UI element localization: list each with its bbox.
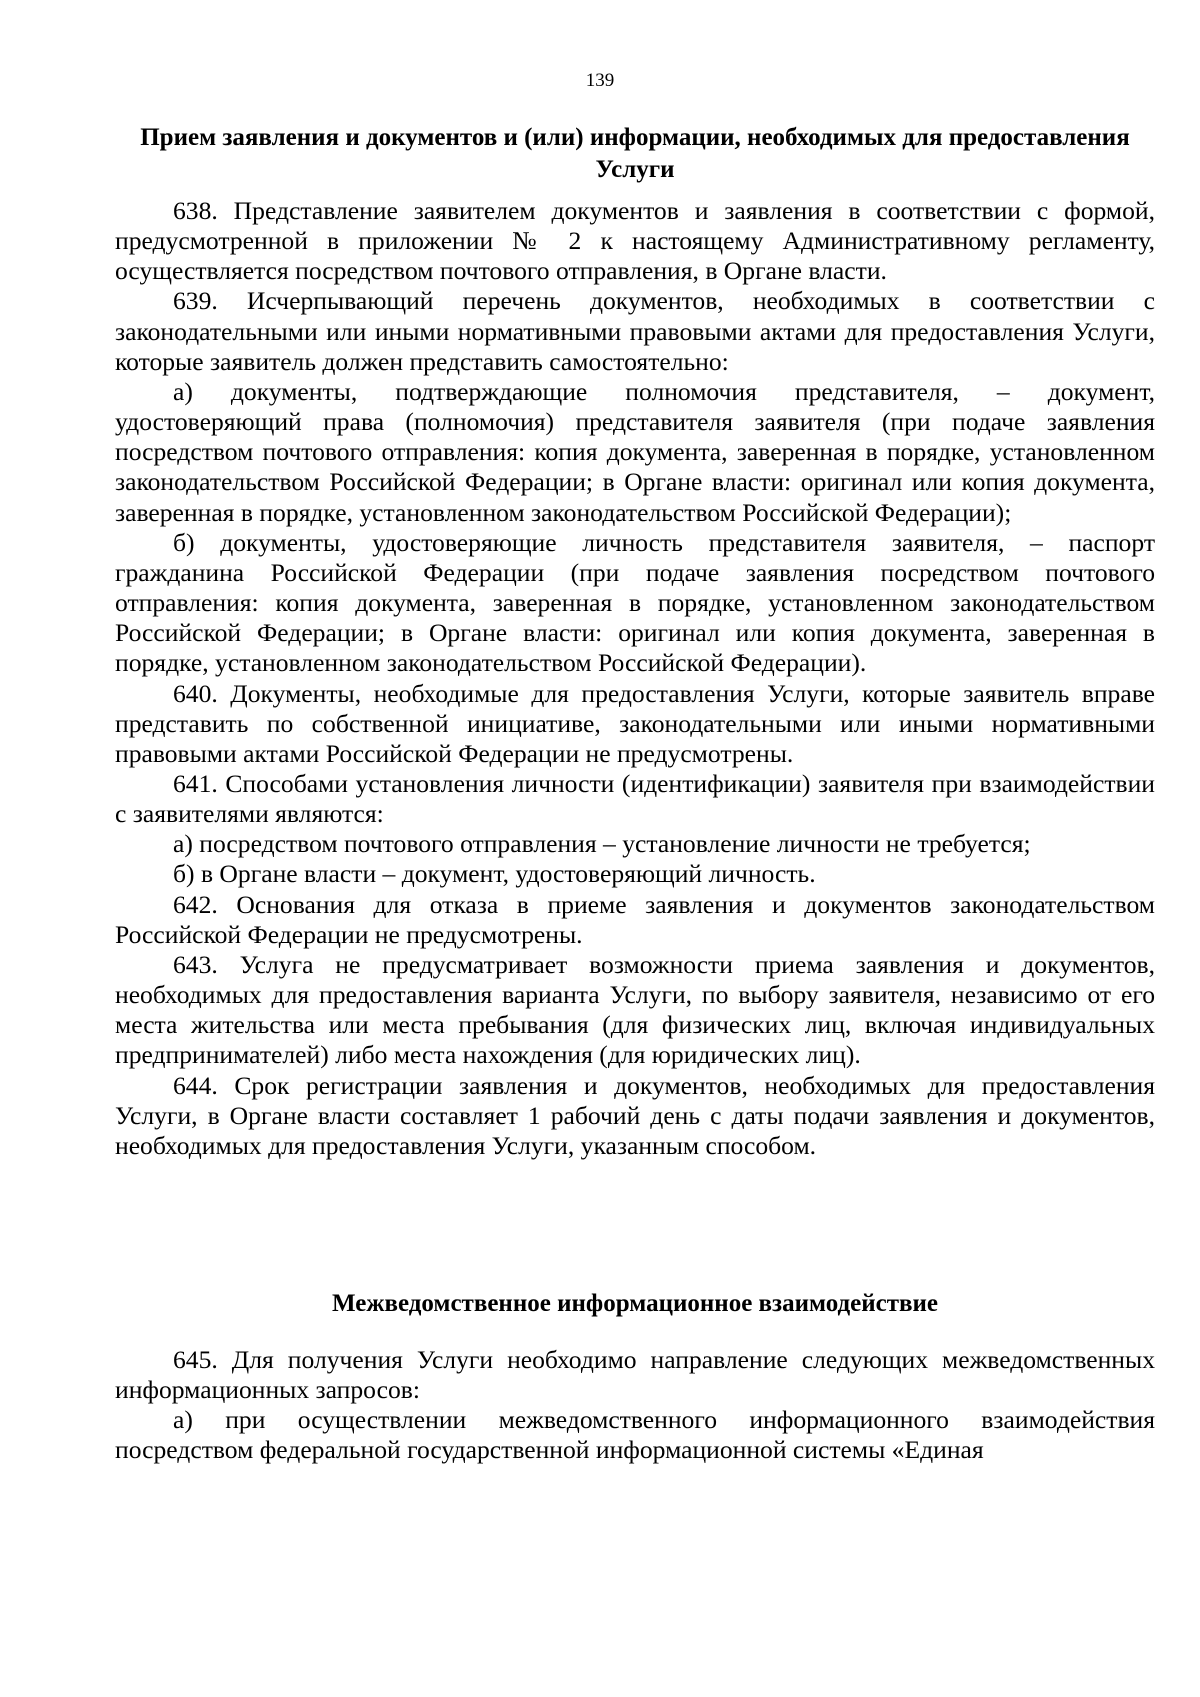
paragraph-639: 639. Исчерпывающий перечень документов, необходимых в соответствии с законодательными или иными нормативными правовыми актами для предоставления Услуги, которые заявитель должен представить самостоятельно: — [115, 286, 1155, 376]
paragraph-645: 645. Для получения Услуги необходимо направление следующих межведомственных информационных запросов: — [115, 1345, 1155, 1405]
section-heading-interagency: Межведомственное информационное взаимодействие — [332, 1290, 938, 1317]
paragraph-639-b: б) документы, удостоверяющие личность представителя заявителя, – паспорт гражданина Российской Федерации (при подаче заявления посредством почтового отправления: копия документа, заверенная в порядке, установленном законодательством Российской Федерации; в Органе власти: оригинал или копия документа, заверенная в порядке, установленном законодательством Российской Федерации). — [115, 527, 1155, 678]
section-heading-reception: Прием заявления и документов и (или) информации, необходимых для предоставления Услуги — [140, 124, 1130, 183]
paragraph-638: 638. Представление заявителем документов и заявления в соответствии с формой, предусмотренной в приложении № 2 к настоящему Административному регламенту, осуществляется посредством почтового отправления, в Органе власти. — [115, 196, 1155, 286]
paragraph-640: 640. Документы, необходимые для предоставления Услуги, которые заявитель вправе представить по собственной инициативе, законодательными или иными нормативными правовыми актами Российской Федерации не предусмотрены. — [115, 678, 1155, 768]
page-number: 139 — [585, 70, 615, 91]
paragraph-642: 642. Основания для отказа в приеме заявления и документов законодательством Российской Федерации не предусмотрены. — [115, 889, 1155, 949]
paragraph-641: 641. Способами установления личности (идентификации) заявителя при взаимодействии с заявителями являются: — [115, 768, 1155, 829]
paragraph-639-a: а) документы, подтверждающие полномочия представителя, – документ, удостоверяющий права (полномочия) представителя заявителя (при подаче заявления посредством почтового отправления: копия документа, заверенная в порядке, установленном законодательством Российской Федерации; в Органе власти: оригинал или копия документа, заверенная в порядке, установленном законодательством Российской Федерации); — [115, 376, 1155, 527]
paragraph-643: 643. Услуга не предусматривает возможности приема заявления и документов, необходимых для предоставления варианта Услуги, по выбору заявителя, независимо от его места жительства или места пребывания (для физических лиц, включая индивидуальных предпринимателей) либо места нахождения (для юридических лиц). — [115, 949, 1155, 1070]
paragraph-644: 644. Срок регистрации заявления и документов, необходимых для предоставления Услуги, в Органе власти составляет 1 рабочий день с даты подачи заявления и документов, необходимых для предоставления Услуги, указанным способом. — [115, 1070, 1155, 1160]
paragraph-641-b: б) в Органе власти – документ, удостоверяющий личность. — [173, 859, 816, 889]
section-body-reception — [115, 196, 1155, 1161]
paragraph-641-a: а) посредством почтового отправления – установление личности не требуется; — [173, 829, 1031, 859]
section-body-interagency — [115, 1345, 1155, 1466]
paragraph-645-a: а) при осуществлении межведомственного информационного взаимодействия посредством федеральной государственной информационной системы «Единая — [115, 1405, 1155, 1465]
